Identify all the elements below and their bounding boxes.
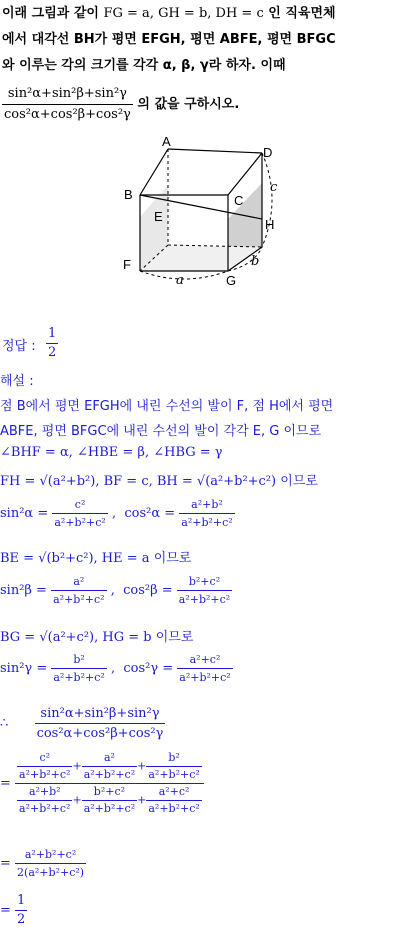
therefore-line (0, 706, 400, 741)
arc-c (262, 153, 275, 247)
explanation-line-1: 점 B에서 평면 EFGH에 내린 수선의 발이 F, 점 H에서 평면 (0, 399, 334, 414)
cuboid-figure (110, 135, 290, 285)
sin-beta-fraction: $\frac{\text{a²}}{\text{a²+b²+c²}}$ (53, 575, 105, 606)
lengths-line-3: BG = √(a²+c²), HG = b 이므로 (0, 630, 194, 645)
label-F: F (123, 257, 131, 272)
label-c: c (270, 180, 278, 195)
label-E: E (154, 209, 163, 224)
compound-fraction (15, 752, 204, 815)
explanation-label: 해설 : (0, 374, 34, 389)
therefore-symbol: ∴ (0, 716, 9, 731)
question-line-3: 와 이루는 각의 크기를 각각 α, β, γ라 하자. 이때 (2, 58, 286, 73)
compound-numerator: $\frac{\text{c²}}{\text{a²+b²+c²}}$ + $\frac{\text{a²}}{\text{a²+b²+c²}}$ + $\frac{\text{b²}}{\text{a²+b²+c²}}$ (15, 752, 204, 784)
final-line: = $\frac{1}{2}$ (0, 893, 26, 927)
question-line-1: 이래 그림과 같이 FG = a, GH = b, DH = c 인 직육면체 (2, 6, 336, 21)
label-H: H (265, 217, 275, 232)
final-fraction: $\frac{1}{2}$ (17, 893, 26, 927)
answer-fraction: $\frac{1}{2}$ (48, 326, 57, 360)
angle-definitions: ∠BHF = α, ∠HBE = β, ∠HBG = γ (0, 445, 223, 460)
edge-AB (140, 149, 168, 195)
label-G: G (226, 273, 237, 285)
label-a: a (176, 273, 184, 285)
cos-gamma-fraction: $\frac{\text{a²+c²}}{\text{a²+b²+c²}}$ (179, 653, 231, 684)
label-D: D (263, 145, 273, 160)
edge-AD (168, 149, 262, 153)
explanation-line-2: ABFE, 평면 BFGC에 내린 수선의 발이 각각 E, G 이므로 (0, 424, 322, 439)
sin-cos-alpha: sin²α = $\frac{\text{c²}}{\text{a²+b²+c²}}$ , cos²α = $\frac{\text{a²+b²}}{\text{a²+b²+c²}}$ (0, 498, 233, 529)
arc-a (140, 271, 228, 279)
given-lengths: FG = a, GH = b, DH = c (103, 6, 264, 21)
sin-cos-gamma: sin²γ = $\frac{\text{b²}}{\text{a²+b²+c²}}$ , cos²γ = $\frac{\text{a²+c²}}{\text{a²+b²+c²}}$ (0, 653, 231, 684)
label-A: A (162, 135, 171, 149)
sin-alpha-fraction: $\frac{\text{c²}}{\text{a²+b²+c²}}$ (54, 498, 106, 529)
sin-gamma-fraction: $\frac{\text{b²}}{\text{a²+b²+c²}}$ (53, 653, 105, 684)
question-expression: $\frac{\text{sin²α+sin²β+sin²γ}}{\text{cos²α+cos²β+cos²γ}}$ 의 값을 구하시오. (4, 86, 240, 122)
label-b: b (251, 254, 260, 269)
cos-alpha-fraction: $\frac{\text{a²+b²}}{\text{a²+b²+c²}}$ (181, 498, 233, 529)
question-line-2: 에서 대각선 BH가 평면 EFGH, 평면 ABFE, 평면 BFGC (2, 32, 336, 47)
lengths-line-1: FH = √(a²+b²), BF = c, BH = √(a²+b²+c²) 이므로 (0, 474, 318, 489)
simplified-line: = $\frac{\text{a²+b²+c²}}{\text{2(a²+b²+c²)}}$ (0, 848, 85, 879)
lengths-line-2: BE = √(b²+c²), HE = a 이므로 (0, 551, 192, 566)
target-ratio-fraction: $\frac{\text{sin²α+sin²β+sin²γ}}{\text{cos²α+cos²β+cos²γ}}$ (36, 706, 164, 741)
ratio-fraction: $\frac{\text{sin²α+sin²β+sin²γ}}{\text{cos²α+cos²β+cos²γ}}$ (4, 86, 131, 122)
answer-label: 정답 : (2, 339, 36, 354)
cos-beta-fraction: $\frac{\text{b²+c²}}{\text{a²+b²+c²}}$ (178, 575, 231, 606)
substitution-line: = $\frac{\text{c²}}{\text{a²+b²+c²}}$ + $\frac{\text{a²}}{\text{a²+b²+c²}}$ + $\frac{\text{b²}}{\text{a²+b²+c²}}$ $\frac{\text{a²+b²}}{\text{a²+b²+c²}}$ + $\frac{\text{b²+c²}}{\text{a²+b²+c²}}$ + $\frac{\text{a²+c²}}{\text{a²+b²+c²}}$ (0, 752, 400, 815)
compound-denominator: $\frac{\text{a²+b²}}{\text{a²+b²+c²}}$ + $\frac{\text{b²+c²}}{\text{a²+b²+c²}}$ + $\frac{\text{a²+c²}}{\text{a²+b²+c²}}$ (19, 785, 200, 815)
simplified-fraction: $\frac{\text{a²+b²+c²}}{\text{2(a²+b²+c²)}}$ (17, 848, 85, 879)
label-C: C (234, 193, 244, 208)
sin-cos-beta: sin²β = $\frac{\text{a²}}{\text{a²+b²+c²}}$ , cos²β = $\frac{\text{b²+c²}}{\text{a²+b²+c²}}$ (0, 575, 231, 606)
label-B: B (124, 187, 133, 202)
